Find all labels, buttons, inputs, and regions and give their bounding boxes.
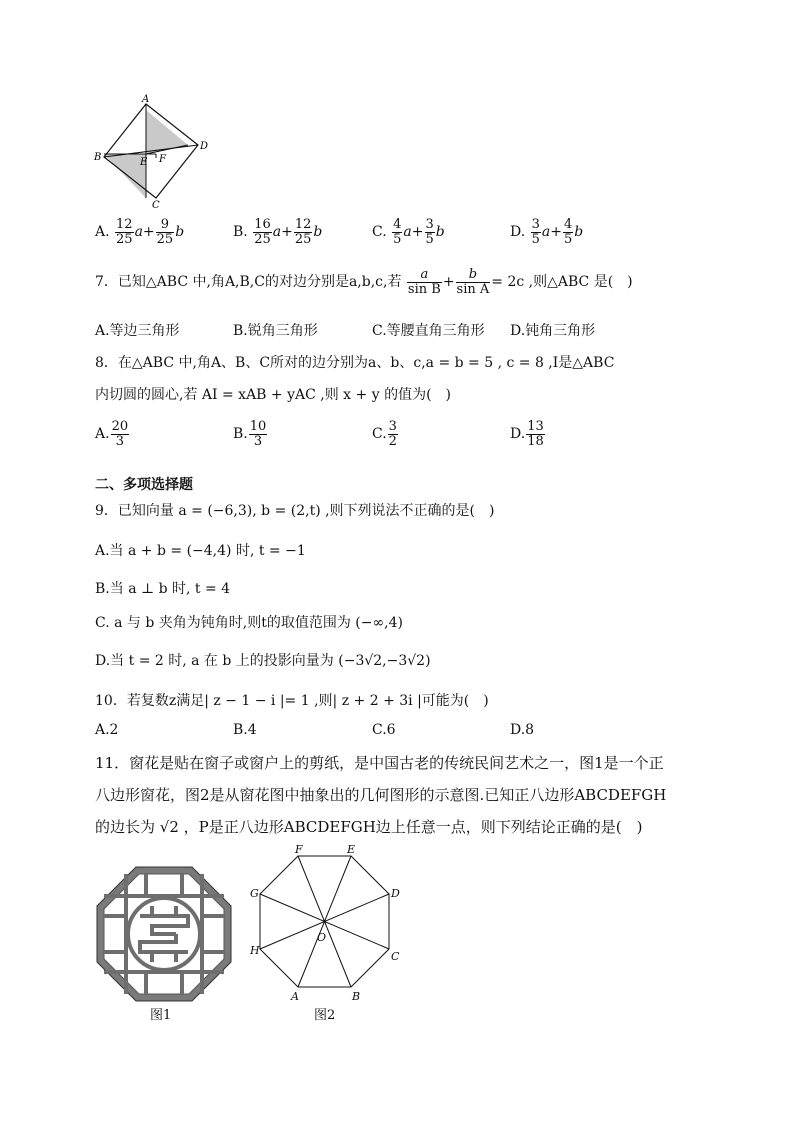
q8-line-2: 内切圆的圆心,若 AI = xAB + yAC ,则 x + y 的值为( ) bbox=[95, 387, 451, 403]
option-letter: A. bbox=[95, 224, 110, 241]
figure-1-window-flower bbox=[96, 866, 232, 1002]
q8-line-1: 8．在△ABC 中,角A、B、C所对的边分别为a、b、c,a = b = 5 , c = 8 ,I是△ABC bbox=[95, 355, 615, 371]
q7-option-b: B.锐角三角形 bbox=[233, 323, 318, 339]
figure-1-caption: 图1 bbox=[150, 1008, 172, 1023]
figure-2-caption: 图2 bbox=[314, 1008, 336, 1023]
q9-stem: 9．已知向量 a = (−6,3), b = (2,t) ,则下列说法不正确的是( ) bbox=[95, 503, 495, 519]
label-A: A bbox=[142, 94, 150, 105]
q10-stem: 10．若复数z满足| z − 1 − i |= 1 ,则| z + 2 + 3i |可能为( ) bbox=[95, 693, 489, 709]
q9-option-d: D.当 t = 2 时, a 在 b 上的投影向量为 (−3√2,−3√2) bbox=[95, 653, 431, 669]
label-F: F bbox=[159, 154, 166, 165]
q7-option-c: C.等腰直角三角形 bbox=[372, 323, 485, 339]
q6-option-c: C. $\frac{4}{5}$ a+ $\frac{3}{5}$ b bbox=[372, 217, 445, 247]
q10-option-c: C.6 bbox=[372, 722, 396, 738]
label-A: A bbox=[291, 990, 299, 1002]
q8-option-a: A. $\frac{20}{3}$ bbox=[95, 419, 129, 449]
q11-line-1: 11．窗花是贴在窗子或窗户上的剪纸，是中国古老的传统民间艺术之一，图1是一个正 bbox=[95, 754, 664, 772]
label-C: C bbox=[391, 950, 400, 963]
q6-option-d: D. $\frac{3}{5}$ a+ $\frac{4}{5}$ b bbox=[510, 217, 584, 247]
q7-option-d: D.钝角三角形 bbox=[510, 323, 596, 339]
section-heading-multiple-choice: 二、多项选择题 bbox=[95, 477, 193, 493]
label-G: G bbox=[250, 887, 259, 900]
label-F: F bbox=[295, 843, 303, 856]
label-E: E bbox=[347, 843, 356, 856]
q7-stem: 7．已知△ABC 中,角A,B,C的对边分别是a,b,c,若 $\frac{a}{\text{sin B}}$ + $\frac{b}{\text{sin A}}$ = 2c ,则△ABC 是( ) bbox=[95, 267, 633, 297]
label-E: E bbox=[140, 157, 148, 168]
q10-option-a: A.2 bbox=[95, 722, 119, 738]
q9-option-c: C. a 与 b 夹角为钝角时,则t的取值范围为 (−∞,4) bbox=[95, 615, 403, 631]
label-O: O bbox=[317, 931, 327, 944]
q8-option-c: C. $\frac{3}{2}$ bbox=[372, 419, 397, 449]
label-B: B bbox=[352, 990, 361, 1002]
figure-2-octagon bbox=[248, 842, 412, 1002]
label-C: C bbox=[152, 200, 160, 210]
q9-option-a: A.当 a + b = (−4,4) 时, t = −1 bbox=[95, 543, 306, 559]
label-D: D bbox=[391, 887, 400, 900]
q8-option-d: D. $\frac{13}{18}$ bbox=[510, 419, 544, 449]
q6-option-b: B. $\frac{16}{25}$ a+ $\frac{12}{25}$ b bbox=[233, 217, 323, 247]
label-H: H bbox=[250, 944, 260, 957]
label-D: D bbox=[200, 141, 209, 152]
q8-option-b: B. $\frac{10}{3}$ bbox=[233, 419, 267, 449]
q9-option-b: B.当 a ⊥ b 时, t = 4 bbox=[95, 581, 231, 597]
q10-option-d: D.8 bbox=[510, 722, 535, 738]
q11-line-3: 的边长为 √2 ，P是正八边形ABCDEFGH边上任意一点，则下列结论正确的是( ) bbox=[95, 818, 643, 836]
q7-option-a: A.等边三角形 bbox=[95, 323, 180, 339]
q11-line-2: 八边形窗花，图2是从窗花图中抽象出的几何图形的示意图.已知正八边形ABCDEFGH bbox=[95, 786, 667, 804]
q6-option-a: A. $\frac{12}{25}$ a+ $\frac{9}{25}$ b bbox=[95, 217, 185, 247]
label-B: B bbox=[94, 152, 102, 163]
figure-square-abcd bbox=[92, 92, 212, 210]
q10-option-b: B.4 bbox=[233, 722, 257, 738]
